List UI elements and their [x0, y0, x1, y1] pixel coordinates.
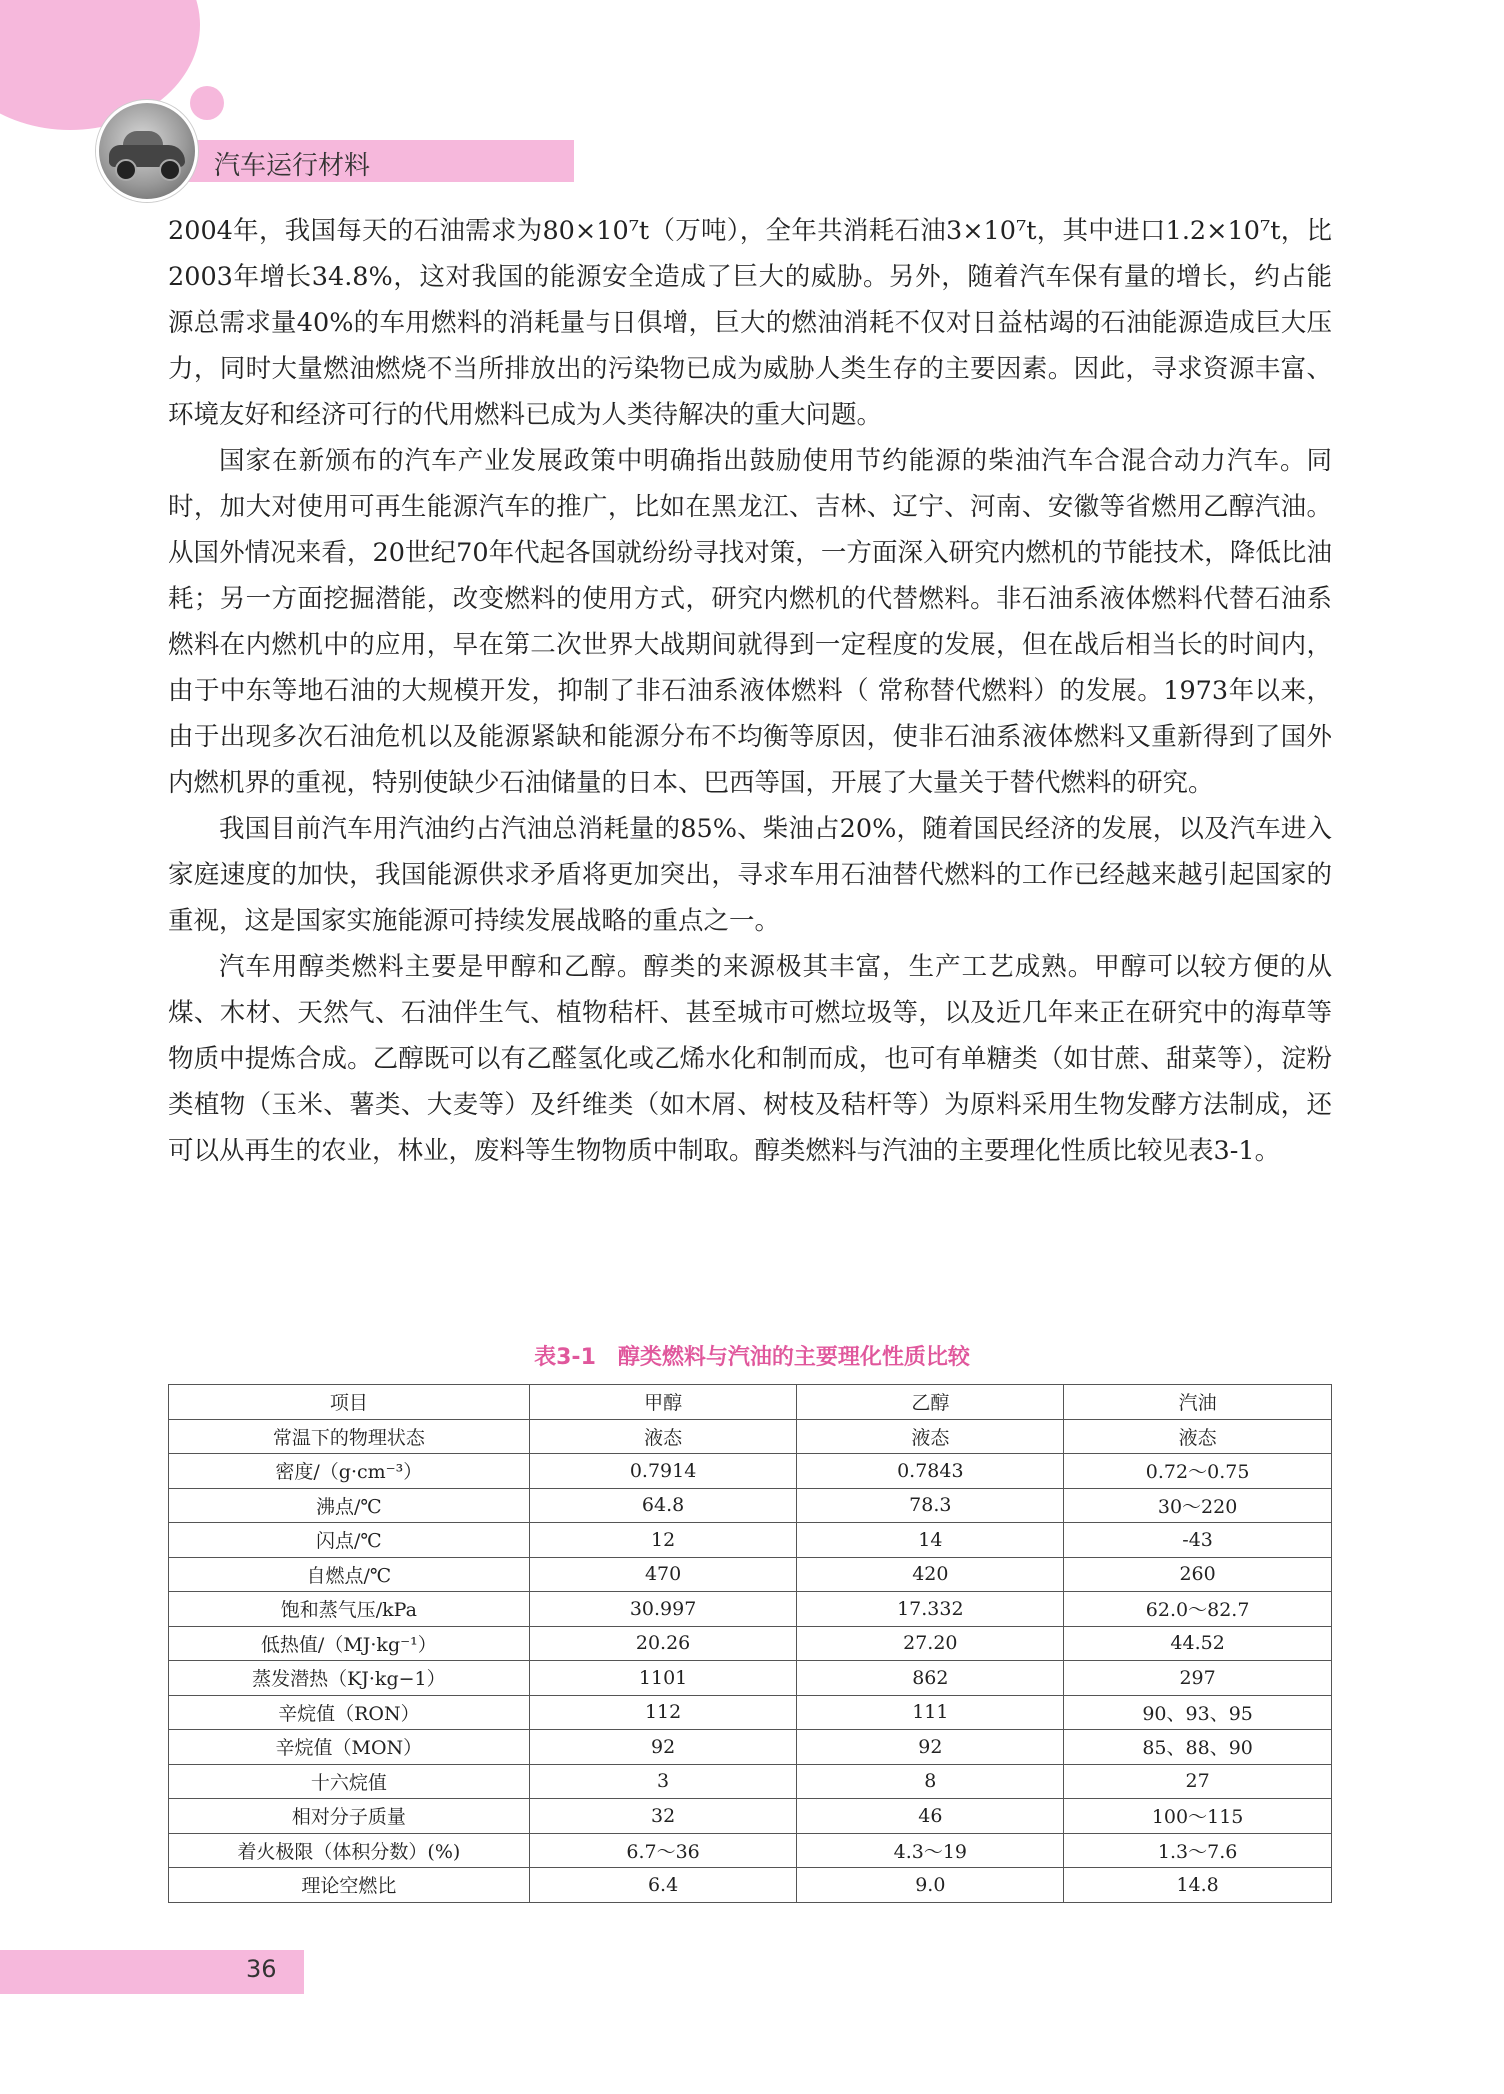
value-cell: 100～115 [1064, 1799, 1332, 1834]
value-cell: 78.3 [797, 1488, 1064, 1523]
value-cell: 111 [797, 1695, 1064, 1730]
paragraph: 我国目前汽车用汽油约占汽油总消耗量的85%、柴油占20%，随着国民经济的发展，以及汽车进入家庭速度的加快，我国能源供求矛盾将更加突出，寻求车用石油替代燃料的工作已经越来越引起国家的重视，这是国家实施能源可持续发展战略的重点之一。 [168, 814, 1332, 936]
value-cell: 4.3～19 [797, 1833, 1064, 1868]
table-row [169, 1557, 1332, 1592]
table-row [169, 1730, 1332, 1765]
value-cell: 27.20 [797, 1626, 1064, 1661]
row-label-cell: 着火极限（体积分数）(%) [169, 1833, 530, 1868]
value-cell: 6.4 [529, 1868, 797, 1903]
row-label-cell: 自燃点/℃ [169, 1557, 530, 1592]
table-row [169, 1488, 1332, 1523]
table-body [169, 1419, 1332, 1902]
row-label-cell: 辛烷值（RON） [169, 1695, 530, 1730]
value-cell: -43 [1064, 1523, 1332, 1558]
page-number: 36 [246, 1955, 277, 1983]
row-label-cell: 相对分子质量 [169, 1799, 530, 1834]
value-cell: 3 [529, 1764, 797, 1799]
value-cell: 1101 [529, 1661, 797, 1696]
value-cell: 862 [797, 1661, 1064, 1696]
value-cell: 液态 [797, 1419, 1064, 1454]
table-row [169, 1661, 1332, 1696]
header-cell: 乙醇 [797, 1385, 1064, 1420]
table-row [169, 1799, 1332, 1834]
header-cell: 甲醇 [529, 1385, 797, 1420]
value-cell: 液态 [1064, 1419, 1332, 1454]
table-row [169, 1626, 1332, 1661]
row-label-cell: 常温下的物理状态 [169, 1419, 530, 1454]
table-row [169, 1695, 1332, 1730]
value-cell: 14 [797, 1523, 1064, 1558]
corner-dot-decoration [190, 86, 224, 120]
value-cell: 85、88、90 [1064, 1730, 1332, 1765]
table-row [169, 1419, 1332, 1454]
header-cell: 汽油 [1064, 1385, 1332, 1420]
value-cell: 64.8 [529, 1488, 797, 1523]
table-row [169, 1764, 1332, 1799]
running-header-title: 汽车运行材料 [214, 151, 371, 181]
value-cell: 20.26 [529, 1626, 797, 1661]
table-row [169, 1523, 1332, 1558]
row-label-cell: 理论空燃比 [169, 1868, 530, 1903]
value-cell: 92 [797, 1730, 1064, 1765]
value-cell: 17.332 [797, 1592, 1064, 1627]
paragraph: 2004年，我国每天的石油需求为80×10⁷t（万吨），全年共消耗石油3×10⁷t，其中进口1.2×10⁷t，比2003年增长34.8%，这对我国的能源安全造成了巨大的威胁。另外，随着汽车保有量的增长，约占能源总需求量40%的车用燃料的消耗量与日俱增，巨大的燃油消耗不仅对日益枯竭的石油能源造成巨大压力，同时大量燃油燃烧不当所排放出的污染物已成为威胁人类生存的主要因素。因此，寻求资源丰富、环境友好和经济可行的代用燃料已成为人类待解决的重大问题。 [168, 216, 1332, 430]
value-cell: 420 [797, 1557, 1064, 1592]
value-cell: 液态 [529, 1419, 797, 1454]
value-cell: 8 [797, 1764, 1064, 1799]
row-label-cell: 十六烷值 [169, 1764, 530, 1799]
value-cell: 27 [1064, 1764, 1332, 1799]
value-cell: 6.7～36 [529, 1833, 797, 1868]
row-label-cell: 闪点/℃ [169, 1523, 530, 1558]
value-cell: 470 [529, 1557, 797, 1592]
value-cell: 0.72～0.75 [1064, 1454, 1332, 1489]
value-cell: 0.7914 [529, 1454, 797, 1489]
car-photo-icon [96, 100, 198, 202]
value-cell: 1.3～7.6 [1064, 1833, 1332, 1868]
value-cell: 92 [529, 1730, 797, 1765]
value-cell: 12 [529, 1523, 797, 1558]
table-caption: 表3-1 醇类燃料与汽油的主要理化性质比较 [534, 1345, 970, 1370]
row-label-cell: 饱和蒸气压/kPa [169, 1592, 530, 1627]
value-cell: 30.997 [529, 1592, 797, 1627]
row-label-cell: 蒸发潜热（KJ·kg−1） [169, 1661, 530, 1696]
table-row [169, 1868, 1332, 1903]
value-cell: 46 [797, 1799, 1064, 1834]
row-label-cell: 密度/（g·cm⁻³） [169, 1454, 530, 1489]
value-cell: 112 [529, 1695, 797, 1730]
header-cell: 项目 [169, 1385, 530, 1420]
paragraph: 国家在新颁布的汽车产业发展政策中明确指出鼓励使用节约能源的柴油汽车合混合动力汽车。同时，加大对使用可再生能源汽车的推广，比如在黑龙江、吉林、辽宁、河南、安徽等省燃用乙醇汽油。从国外情况来看，20世纪70年代起各国就纷纷寻找对策，一方面深入研究内燃机的节能技术，降低比油耗；另一方面挖掘潜能，改变燃料的使用方式，研究内燃机的代替燃料。非石油系液体燃料代替石油系燃料在内燃机中的应用，早在第二次世界大战期间就得到一定程度的发展，但在战后相当长的时间内，由于中东等地石油的大规模开发，抑制了非石油系液体燃料（ 常称替代燃料）的发展。1973年以来，由于出现多次石油危机以及能源紧缺和能源分布不均衡等原因，使非石油系液体燃料又重新得到了国外内燃机界的重视，特别使缺少石油储量的日本、巴西等国，开展了大量关于替代燃料的研究。 [168, 446, 1332, 798]
value-cell: 297 [1064, 1661, 1332, 1696]
value-cell: 9.0 [797, 1868, 1064, 1903]
value-cell: 44.52 [1064, 1626, 1332, 1661]
properties-table [168, 1384, 1332, 1903]
value-cell: 90、93、95 [1064, 1695, 1332, 1730]
value-cell: 62.0～82.7 [1064, 1592, 1332, 1627]
body-text [168, 208, 1332, 1174]
value-cell: 14.8 [1064, 1868, 1332, 1903]
table-row [169, 1833, 1332, 1868]
value-cell: 30～220 [1064, 1488, 1332, 1523]
paragraph: 汽车用醇类燃料主要是甲醇和乙醇。醇类的来源极其丰富，生产工艺成熟。甲醇可以较方便的从煤、木材、天然气、石油伴生气、植物秸杆、甚至城市可燃垃圾等，以及近几年来正在研究中的海草等物质中提炼合成。乙醇既可以有乙醛氢化或乙烯水化和制而成，也可有单糖类（如甘蔗、甜菜等），淀粉类植物（玉米、薯类、大麦等）及纤维类（如木屑、树枝及秸杆等）为原料采用生物发酵方法制成，还可以从再生的农业，林业，废料等生物物质中制取。醇类燃料与汽油的主要理化性质比较见表3-1。 [168, 952, 1332, 1166]
row-label-cell: 沸点/℃ [169, 1488, 530, 1523]
table-row [169, 1454, 1332, 1489]
value-cell: 0.7843 [797, 1454, 1064, 1489]
table-header-row [169, 1385, 1332, 1420]
row-label-cell: 低热值/（MJ·kg⁻¹） [169, 1626, 530, 1661]
value-cell: 260 [1064, 1557, 1332, 1592]
value-cell: 32 [529, 1799, 797, 1834]
row-label-cell: 辛烷值（MON） [169, 1730, 530, 1765]
table-row [169, 1592, 1332, 1627]
